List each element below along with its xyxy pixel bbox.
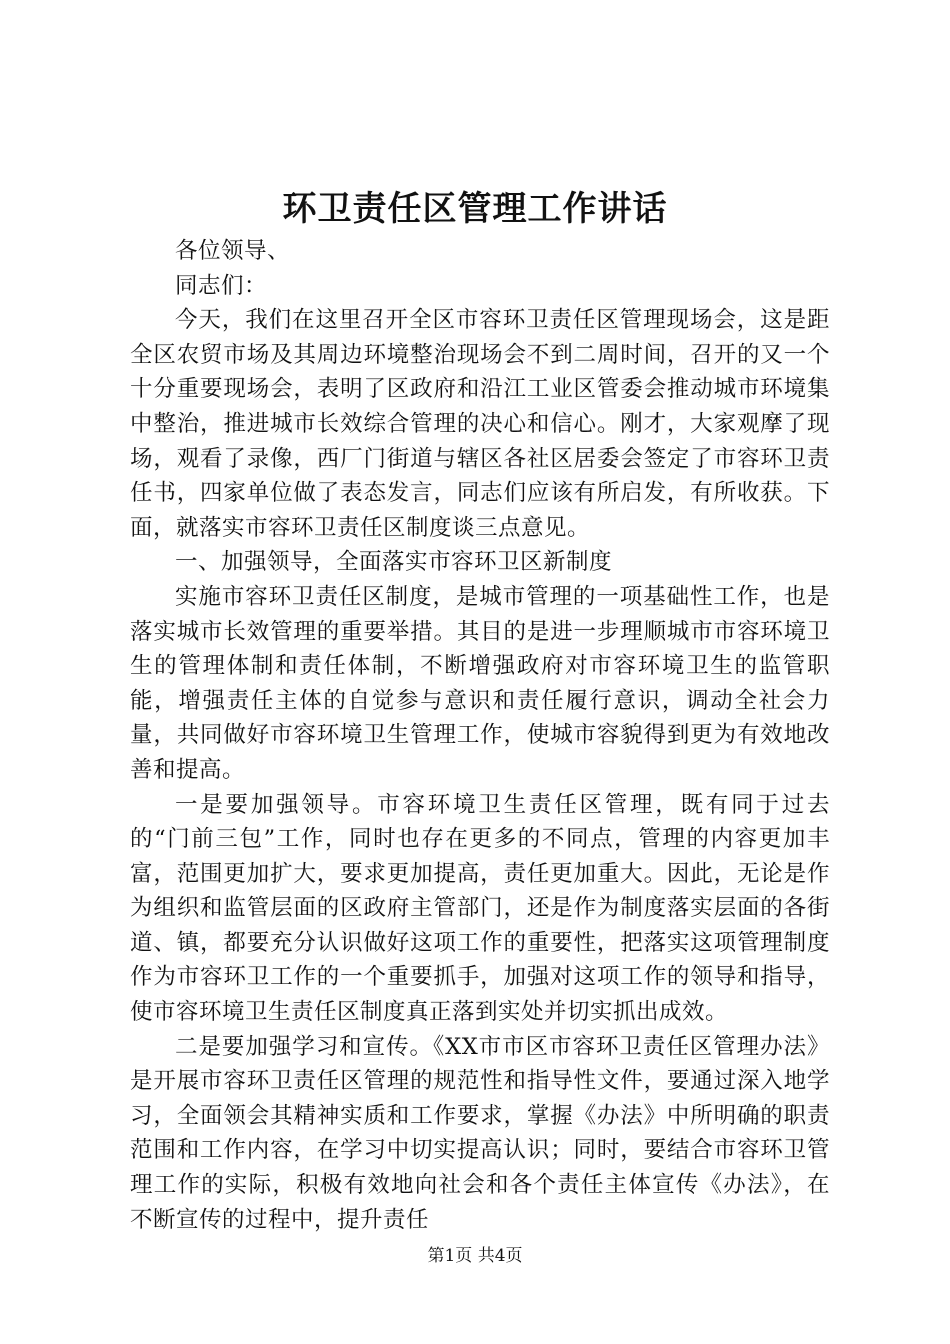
body-paragraph: 二是要加强学习和宣传。《XX市市区市容环卫责任区管理办法》是开展市容环卫责任区管理的规范性和指导性文件，要通过深入地学习，全面领会其精神实质和工作要求，掌握《办法》中所明确的职责范围和工作内容，在学习中切实提高认识；同时，要结合市容环卫管理工作的实际，积极有效地向社会和各个责任主体宣传《办法》，在不断宣传的过程中，提升责任 (130, 1033, 830, 1233)
section-heading-1: 一、加强领导，全面落实市容环卫区新制度 (175, 549, 613, 576)
document-title: 环卫责任区管理工作讲话 (282, 189, 668, 229)
document-body (130, 234, 830, 1237)
page-number-footer: 第1页 共4页 (427, 1246, 523, 1266)
salutation-leaders: 各位领导、 (175, 238, 291, 264)
intro-paragraph: 今天，我们在这里召开全区市容环卫责任区管理现场会，这是距全区农贸市场及其周边环境整治现场会不到二周时间，召开的又一个十分重要现场会，表明了区政府和沿江工业区管委会推动城市环境集中整治，推进城市长效综合管理的决心和信心。刚才，大家观摩了现场，观看了录像，西厂门街道与辖区各社区居委会签定了市容环卫责任书，四家单位做了表态发言，同志们应该有所启发，有所收获。下面，就落实市容环卫责任区制度谈三点意见。 (130, 307, 830, 541)
salutation-comrades: 同志们： (175, 272, 268, 299)
body-paragraph: 一是要加强领导。市容环境卫生责任区管理，既有同于过去的“门前三包”工作，同时也存在更多的不同点，管理的内容更加丰富，范围更加扩大，要求更加提高，责任更加重大。因此，无论是作为组织和监管层面的区政府主管部门，还是作为制度落实层面的各街道、镇，都要充分认识做好这项工作的重要性，把落实这项管理制度作为市容环卫工作的一个重要抓手，加强对这项工作的领导和指导，使市容环境卫生责任区制度真正落到实处并切实抓出成效。 (130, 791, 830, 1026)
body-paragraph: 实施市容环卫责任区制度，是城市管理的一项基础性工作，也是落实城市长效管理的重要举措。其目的是进一步理顺城市市容环境卫生的管理体制和责任体制，不断增强政府对市容环境卫生的监管职能，增强责任主体的自觉参与意识和责任履行意识，调动全社会力量，共同做好市容环境卫生管理工作，使城市容貌得到更为有效地改善和提高。 (130, 583, 830, 783)
